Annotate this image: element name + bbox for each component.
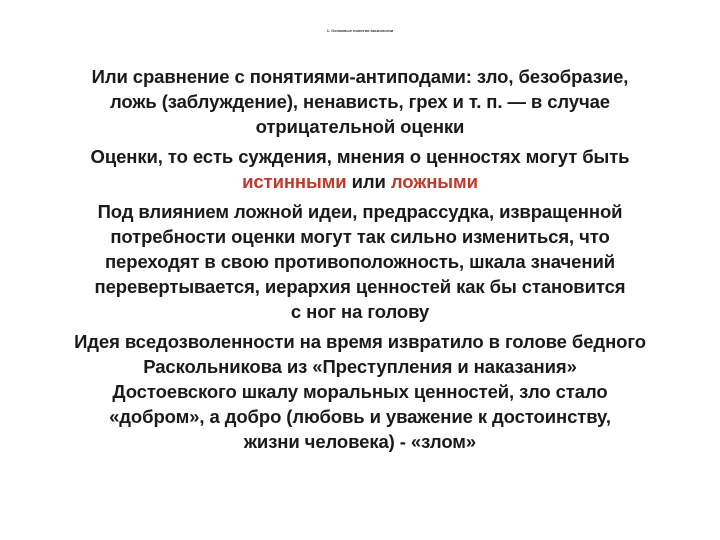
text-line: «добром», а добро (любовь и уважение к достоинству, [109, 406, 611, 427]
text-line: Достоевского шкалу моральных ценностей, зло стало [112, 381, 608, 402]
text-line: жизни человека) - «злом» [243, 431, 477, 452]
text-line: с ног на голову [290, 301, 430, 322]
text-line: ложь (заблуждение), ненависть, грех и т. п. — в случае [110, 91, 610, 112]
text-line: Под влиянием ложной идеи, предрассудка, извращенной [97, 201, 623, 222]
accent-word-true: истинными [242, 171, 347, 192]
text-line: Оценки, то есть суждения, мнения о ценностях могут быть [90, 146, 630, 167]
text-line: отрицательной оценки [255, 116, 465, 137]
paragraph-raskolnikov [28, 329, 692, 454]
accent-word-false: ложными [390, 171, 478, 192]
slide-body [28, 64, 692, 459]
paragraph-false-idea [28, 199, 692, 324]
text-line: переходят в свою противоположность, шкала значений [104, 251, 615, 272]
paragraph-true-false [28, 144, 692, 194]
text-line: Идея вседозволенности на время извратило в голове бедного [74, 331, 646, 352]
text-line [28, 169, 692, 194]
text-line: перевертывается, иерархия ценностей как бы становится [94, 276, 626, 297]
conjunction-or: или [346, 171, 391, 192]
text-line: потребности оценки могут так сильно измениться, что [110, 226, 610, 247]
slide-title: 1. Основные понятия аксиологии [326, 28, 394, 33]
text-line: Раскольникова из «Преступления и наказания» [143, 356, 577, 377]
paragraph-antipodes [28, 64, 692, 139]
text-line: Или сравнение с понятиями-антиподами: зло, безобразие, [91, 66, 629, 87]
